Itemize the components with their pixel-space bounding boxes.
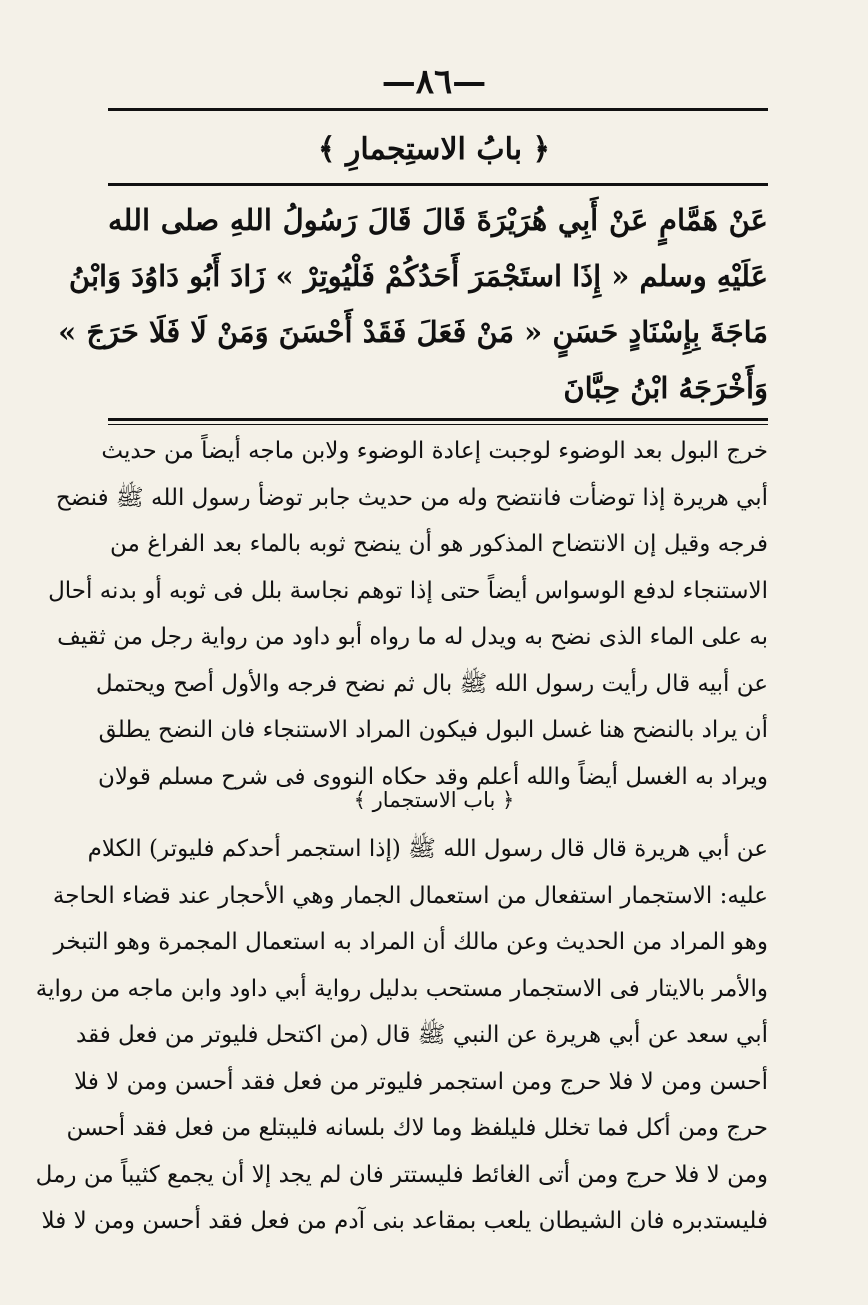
header-rule xyxy=(108,108,768,111)
commentary-line: خرج البول بعد الوضوء لوجبت إعادة الوضوء ولابن ماجه أيضاً من حديث xyxy=(101,438,768,464)
commentary-line: أبي هريرة إذا توضأت فانتضح وله من حديث جابر توضأ رسول الله ﷺ فنضح xyxy=(55,484,768,511)
hadith-text xyxy=(58,192,768,416)
chapter-title: ﴿ بابُ الاستِجمارِ ﴾ xyxy=(317,132,551,167)
commentary-line: ويراد به الغسل أيضاً والله أعلم وقد حكاه النووى فى شرح مسلم قولان xyxy=(97,763,768,790)
commentary-line: ومن لا فلا حرج ومن أتى الغائط فليستتر فان لم يجد إلا أن يجمع كثيباً من رمل xyxy=(35,1161,768,1188)
commentary-line: به على الماء الذى نضح به ويدل له ما رواه أبو داود من رواية رجل من ثقيف xyxy=(57,624,768,650)
commentary-line: وهو المراد من الحديث وعن مالك أن المراد به استعمال المجمرة وهو التبخر xyxy=(53,929,768,955)
commentary-line: عن أبي هريرة قال قال رسول الله ﷺ (إذا استجمر أحدكم فليوتر) الكلام xyxy=(87,836,768,862)
hadith-line: عَلَيْهِ وسلم « إِذَا استَجْمَرَ أَحَدُكُمْ فَلْيُوتِرْ » زَادَ أَبُو دَاوُدَ وَابْنُ xyxy=(68,259,768,293)
commentary-line: حرج ومن أكل فما تخلل فليلفظ وما لاك بلسانه فليبتلع من فعل فقد أحسن xyxy=(66,1115,768,1141)
page-number: —٨٦— xyxy=(381,62,487,102)
hadith-line: عَنْ هَمَّامٍ عَنْ أَبِي هُرَيْرَةَ قَالَ قَالَ رَسُولُ اللهِ صلى الله xyxy=(108,203,768,237)
section-subtitle: ﴿ باب الاستجمار ﴾ xyxy=(353,788,515,812)
commentary-rule-bottom xyxy=(108,424,768,425)
title-rule xyxy=(108,183,768,186)
hadith-line: مَاجَةَ بِإِسْنَادٍ حَسَنٍ « مَنْ فَعَلَ فَقَدْ أَحْسَنَ وَمَنْ لَا فَلَا حَرَجَ » xyxy=(58,315,768,349)
commentary-text-2 xyxy=(35,826,768,1245)
commentary-line: فرجه وقيل إن الانتضاح المذكور هو أن ينضح ثوبه بالماء بعد الفراغ من xyxy=(110,531,768,557)
commentary-line: عن أبيه قال رأيت رسول الله ﷺ بال ثم نضح فرجه والأول أصح ويحتمل xyxy=(95,670,768,697)
commentary-line: أحسن ومن لا فلا حرج ومن استجمر فليوتر من فعل فقد أحسن ومن لا فلا xyxy=(74,1068,768,1095)
hadith-line: وَأَخْرَجَهُ ابْنُ حِبَّانَ xyxy=(563,371,768,405)
commentary-text xyxy=(48,428,768,800)
commentary-line: عليه: الاستجمار استفعال من استعمال الجمار وهي الأحجار عند قضاء الحاجة xyxy=(52,882,768,909)
commentary-line: أبي سعد عن أبي هريرة عن النبي ﷺ قال (من اكتحل فليوتر من فعل فقد xyxy=(76,1022,768,1048)
commentary-line: فليستدبره فان الشيطان يلعب بمقاعد بنى آدم من فعل فقد أحسن ومن لا فلا xyxy=(41,1208,768,1234)
commentary-line: الاستنجاء لدفع الوسواس أيضاً حتى إذا توهم نجاسة بلل فى ثوبه أو بدنه أحال xyxy=(48,577,768,604)
commentary-line: والأمر بالايتار فى الاستجمار مستحب بدليل رواية أبي داود وابن ماجه من رواية xyxy=(35,975,768,1002)
commentary-line: أن يراد بالنضح هنا غسل البول فيكون المراد الاستنجاء فان النضح يطلق xyxy=(98,717,768,743)
commentary-rule-top xyxy=(108,418,768,421)
